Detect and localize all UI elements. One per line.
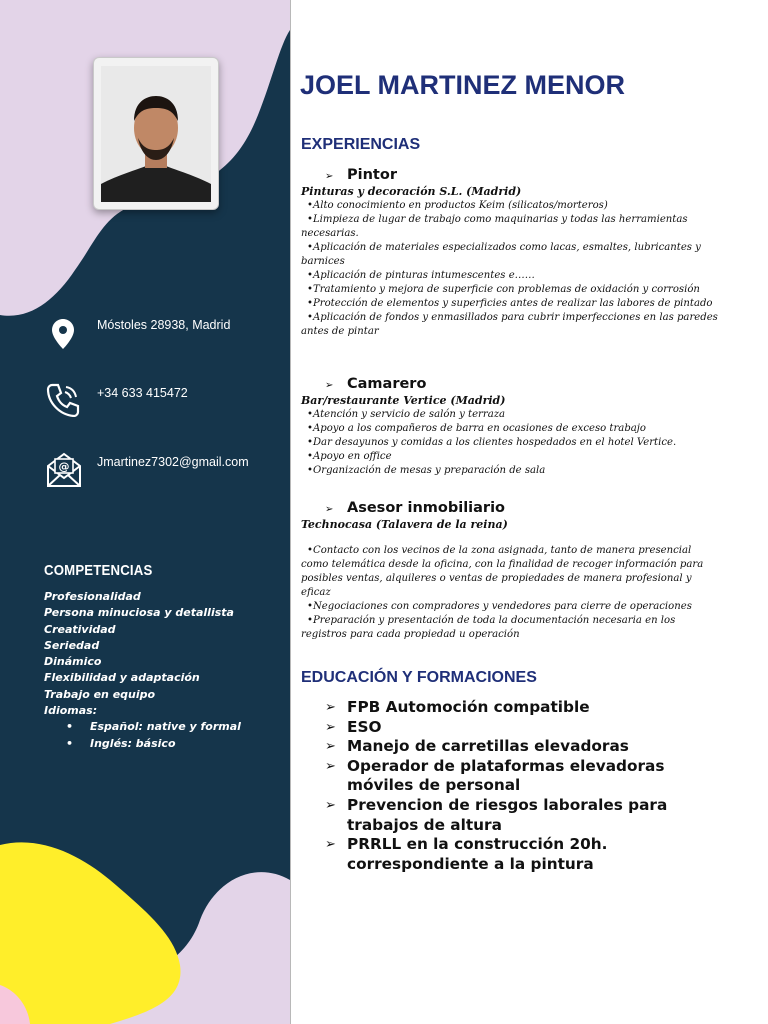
sidebar (0, 0, 290, 1024)
duty-item: • Tratamiento y mejora de superficie con problemas de oxidación y corrosión (301, 283, 721, 297)
job-title: ➢ Camarero (301, 375, 721, 393)
arrow-bullet-icon: ➢ (325, 719, 336, 735)
job-duties (301, 408, 721, 478)
duty-item: • Apoyo a los compañeros de barra en ocasiones de exceso trabajo (301, 422, 721, 436)
arrow-bullet-icon: ➢ (325, 504, 334, 515)
competencia-item: Dinámico (44, 655, 102, 669)
duty-item: • Negociaciones con compradores y vendedores para cierre de operaciones (301, 600, 721, 614)
education-item: ➢ FPB Automoción compatible (325, 698, 590, 716)
competencias-list (44, 589, 241, 752)
job-title: ➢ Pintor (301, 166, 721, 184)
contact-address: Móstoles 28938, Madrid (97, 318, 231, 332)
competencia-item: Idiomas: (44, 704, 98, 718)
languages-item (44, 719, 241, 752)
duty-item: • Preparación y presentación de toda la documentación necesaria en los registros para cada propiedad u operación (301, 614, 721, 642)
job-company: Bar/restaurante Vertice (Madrid) (301, 394, 506, 407)
arrow-bullet-icon: ➢ (325, 380, 334, 391)
duty-item: • Aplicación de fondos y enmasillados para cubrir imperfecciones en las paredes antes de pintar (301, 311, 721, 339)
job-pintor (301, 166, 721, 339)
education-item: ➢ PRRLL en la construcción 20h. correspondiente a la pintura (325, 835, 608, 873)
duty-item: • Aplicación de pinturas intumescentes e…… (301, 269, 721, 283)
location-pin-icon (52, 319, 74, 349)
competencia-item: Profesionalidad (44, 590, 141, 603)
duty-item: • Atención y servicio de salón y terraza (301, 408, 721, 422)
svg-text:@: @ (58, 460, 70, 473)
competencia-item: Flexibilidad y adaptación (44, 671, 200, 685)
job-camarero (301, 375, 721, 478)
competencia-item: Seriedad (44, 638, 100, 652)
duty-item: • Dar desayunos y comidas a los clientes hospedados en el hotel Vertice. (301, 436, 721, 450)
contact-email[interactable]: Jmartinez7302@gmail.com (97, 455, 249, 469)
profile-photo (93, 57, 219, 210)
contact-phone: +34 633 415472 (97, 386, 188, 400)
job-duties (301, 199, 721, 339)
job-company: Technocasa (Talavera de la reina) (301, 518, 508, 531)
duty-item: • Contacto con los vecinos de la zona asignada, tanto de manera presencial como telemática desde la oficina, con la finalidad de recoger información para posibles ventas, alquileres o ventas de propiedades de manera profesional y eficaz (301, 544, 721, 600)
education-item: ➢ Prevencion de riesgos laborales para trabajos de altura (325, 795, 668, 834)
duty-item: • Protección de elementos y superficies antes de realizar las labores de pintado (301, 297, 721, 311)
person-name: JOEL MARTINEZ MENOR (300, 70, 626, 100)
duty-item: • Alto conocimiento en productos Keim (silicatos/morteros) (301, 199, 721, 213)
job-duties (301, 544, 721, 642)
duty-item: • Aplicación de materiales especializados como lacas, esmaltes, lubricantes y barnices (301, 241, 721, 269)
arrow-bullet-icon: ➢ (325, 797, 336, 813)
duty-item: • Organización de mesas y preparación de sala (301, 464, 721, 478)
educacion-list (325, 698, 725, 874)
competencia-item: Creatividad (44, 622, 116, 636)
job-asesor (301, 499, 721, 642)
arrow-bullet-icon: ➢ (325, 837, 336, 853)
arrow-bullet-icon: ➢ (325, 700, 336, 715)
phone-icon (46, 383, 80, 417)
competencia-item: Persona minuciosa y detallista (44, 606, 234, 620)
educacion-title: EDUCACIÓN Y FORMACIONES (301, 669, 537, 686)
arrow-bullet-icon: ➢ (325, 758, 336, 774)
duty-item: • Apoyo en office (301, 450, 721, 464)
education-item: ➢ Operador de plataformas elevadoras móviles de personal (325, 756, 665, 795)
duty-item: • Limpieza de lugar de trabajo como maquinarias y todas las herramientas necesarias. (301, 213, 721, 241)
job-company: Pinturas y decoración S.L. (Madrid) (301, 185, 522, 198)
language-item: • Español: native y formal (90, 719, 241, 735)
arrow-bullet-icon: ➢ (325, 171, 334, 182)
languages-list (44, 719, 241, 752)
email-icon (46, 452, 82, 488)
main-content (290, 0, 768, 1024)
education-item: ➢ Manejo de carretillas elevadoras (325, 737, 629, 756)
arrow-bullet-icon: ➢ (325, 739, 336, 755)
competencia-item: Trabajo en equipo (44, 687, 156, 701)
competencias-title: COMPETENCIAS (44, 562, 153, 579)
job-title: ➢ Asesor inmobiliario (301, 499, 721, 517)
language-item: • Inglés: básico (90, 736, 241, 752)
experiencias-title: EXPERIENCIAS (301, 136, 421, 153)
education-item: ➢ ESO (325, 717, 382, 736)
